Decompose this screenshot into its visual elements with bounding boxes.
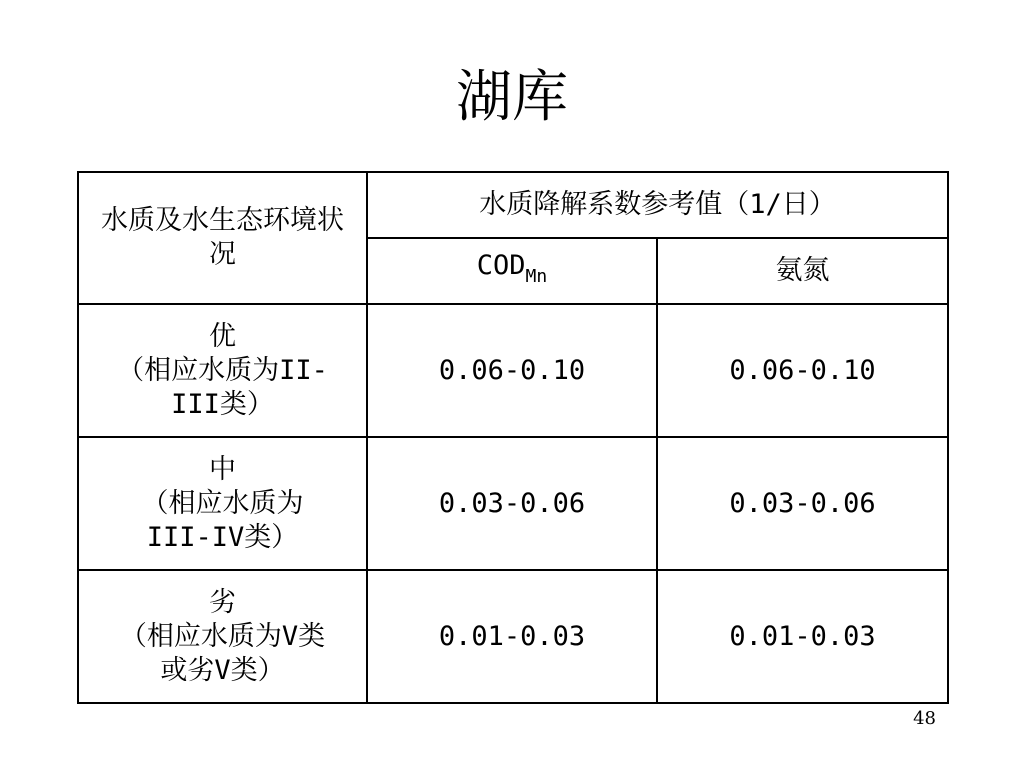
header-condition: 水质及水生态环境状况 [78, 172, 367, 304]
condition-grade: 劣 [209, 586, 236, 618]
row-cod-value: 0.01-0.03 [367, 570, 657, 703]
header-cod-main: COD [476, 249, 526, 281]
condition-detail: （相应水质为II- [117, 354, 328, 386]
row-ammonia-value: 0.01-0.03 [657, 570, 948, 703]
header-coefficient-group: 水质降解系数参考值（1/日） [367, 172, 948, 238]
row-condition [78, 304, 367, 437]
condition-detail: （相应水质为 [141, 487, 304, 519]
row-ammonia-value: 0.03-0.06 [657, 437, 948, 570]
row-condition [78, 570, 367, 703]
condition-grade: 中 [209, 453, 236, 485]
row-ammonia-value: 0.06-0.10 [657, 304, 948, 437]
row-cod-value: 0.03-0.06 [367, 437, 657, 570]
condition-detail: 或劣V类） [160, 654, 285, 686]
header-ammonia: 氨氮 [657, 238, 948, 304]
condition-detail: III-IV类） [146, 521, 299, 553]
table-row [78, 570, 948, 703]
condition-detail: （相应水质为V类 [119, 620, 326, 652]
condition-detail: III类） [171, 388, 274, 420]
table-row [78, 304, 948, 437]
condition-grade: 优 [209, 320, 236, 352]
table-row [78, 437, 948, 570]
coefficient-table [77, 171, 949, 704]
row-cod-value: 0.06-0.10 [367, 304, 657, 437]
header-cod-subscript: Mn [525, 265, 548, 287]
table-header-row [78, 172, 948, 238]
page-number: 48 [913, 708, 936, 729]
slide-title: 湖库 [456, 65, 568, 130]
row-condition [78, 437, 367, 570]
header-cod [367, 238, 657, 304]
